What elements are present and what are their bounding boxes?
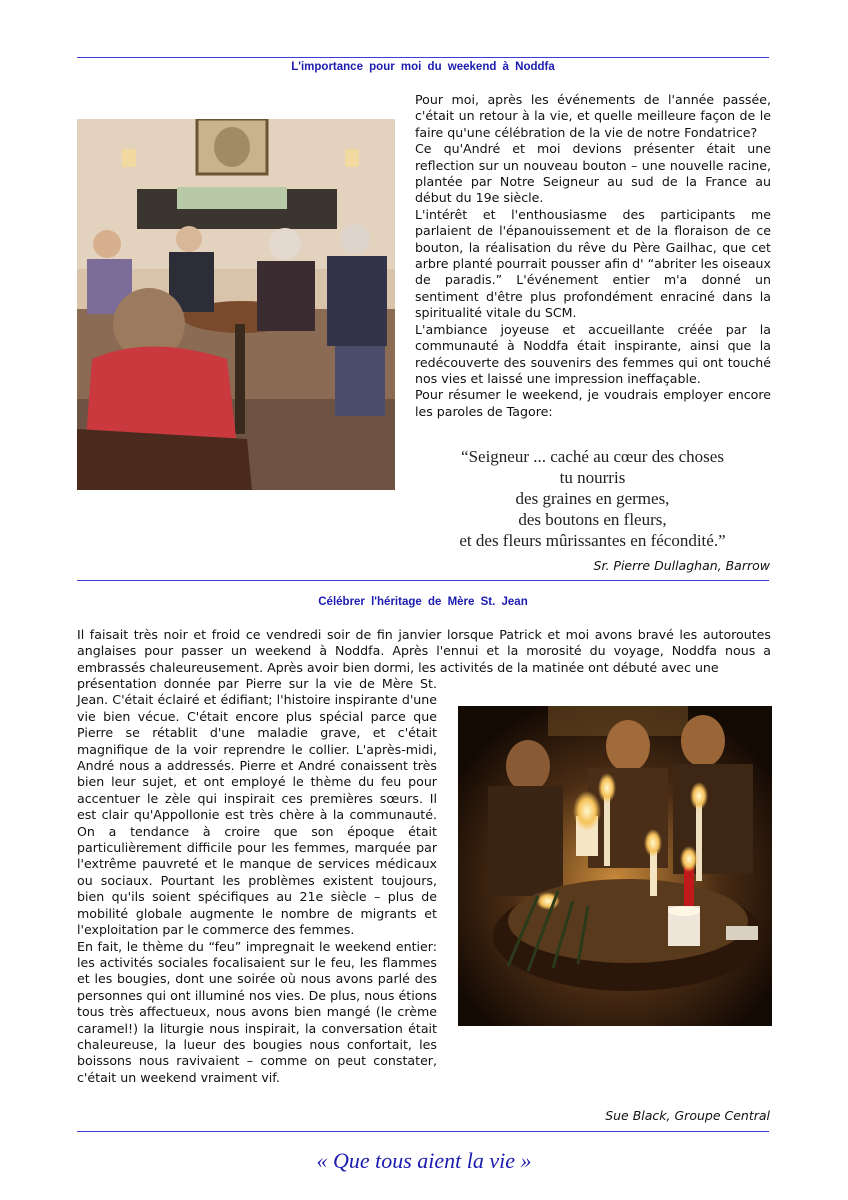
candles-photo: [458, 706, 772, 1026]
section1-signature: Sr. Pierre Dullaghan, Barrow: [593, 558, 770, 573]
paragraph: Pour résumer le weekend, je voudrais employer encore les paroles de Tagore:: [415, 387, 771, 419]
section2-intro: Il faisait très noir et froid ce vendredi soir de fin janvier lorsque Patrick et moi avons bravé les autoroutes anglaises pour passer un weekend à Noddfa. Après l'ennui et la morosité du voyage, Noddfa nous a embrassés chaleureusement. Après avoir bien dormi, les activités de la matinée ont débuté avec une: [77, 627, 771, 675]
paragraph: présentation donnée par Pierre sur la vie de Mère St. Jean. C'était éclairé et édifiant; l'histoire inspirante d'une vie bien vécue. C'était encore plus spécial parce que Pierre se rétablit d'une maladie grave, et c'était magnifique de la voir reprendre le collier. L'après-midi, André nous a addressés. Pierre et André conaissent très bien leur sujet, et ont employé le thème du feu pour accentuer le zèle qui inspirait ces premières sœurs. Il est clair qu'Appollonie est très chère à la communauté. On a tendance à croire que son époque était particulièrement difficile pour les femmes, marquée par l'extrême pauvreté et le manque de services médicaux ou sociaux. Pourtant les problèmes existent toujours, bien qu'ils soient spécifiques au 21e siècle – plus de mobilité globale augmente le nombre de migrants et l'exploitation par le commerce des femmes.: [77, 676, 437, 938]
middle-rule: [77, 580, 769, 581]
section1-title: L'importance pour moi du weekend à Noddfa: [291, 61, 555, 73]
section2-column: [77, 676, 437, 1086]
top-rule: [77, 57, 769, 58]
paragraph: Pour moi, après les événements de l'année passée, c'était un retour à la vie, et quelle meilleure façon de le faire qu'une célébration de la vie de notre Fondatrice?: [415, 92, 771, 140]
section2-title: Célébrer l'héritage de Mère St. Jean: [318, 596, 528, 608]
section2-signature: Sue Black, Groupe Central: [605, 1108, 770, 1123]
bottom-rule: [77, 1131, 769, 1132]
poem-line: tu nourris: [559, 468, 626, 487]
paragraph: Ce qu'André et moi devions présenter était une reflection sur un nouveau bouton – une nouvelle racine, plantée par Notre Seigneur au sud de la France au début du 19e siècle.: [415, 141, 771, 206]
poem-line: “Seigneur ... caché au cœur des choses: [461, 447, 724, 466]
poem-line: et des fleurs mûrissantes en fécondité.”: [459, 531, 726, 550]
tagore-poem: [415, 446, 770, 551]
paragraph: L'ambiance joyeuse et accueillante créée par la communauté à Noddfa était inspirante, ainsi que la redécouverte des souvenirs des femmes qui ont touché nos vies et laissé une impression ineffaçable.: [415, 321, 771, 386]
poem-line: des boutons en fleurs,: [518, 510, 667, 529]
poem-line: des graines en germes,: [515, 489, 670, 508]
section1-text: [415, 92, 771, 420]
meeting-photo: [77, 119, 395, 490]
paragraph: L'intérêt et l'enthousiasme des participants me parlaient de l'épanouissement et de la floraison de ce bouton, la réalisation du rêve du Père Gailhac, que cet arbre planté pourrait pousser afin d' “abriter les oiseaux de paradis.” L'événement entier m'a donné un sentiment d'être plus profondément enraciné dans la spiritualité vitale du SCM.: [415, 206, 771, 321]
footer-motto: « Que tous aient la vie »: [316, 1148, 532, 1173]
paragraph: En fait, le thème du “feu” impregnait le weekend entier: les activités sociales focalisaient sur le feu, les flammes et les bougies, dont une soirée où nous avons parlé des personnes qui ont illuminé nos vies. De plus, nous étions tous très affectueux, nous avons bien mangé (le crème caramel!) la liturgie nous inspirait, la conversation était chaleureuse, la lueur des bougies nous confortait, les boissons nous ravivaient – comme on peut constater, c'était un weekend vraiment vif.: [77, 938, 437, 1085]
